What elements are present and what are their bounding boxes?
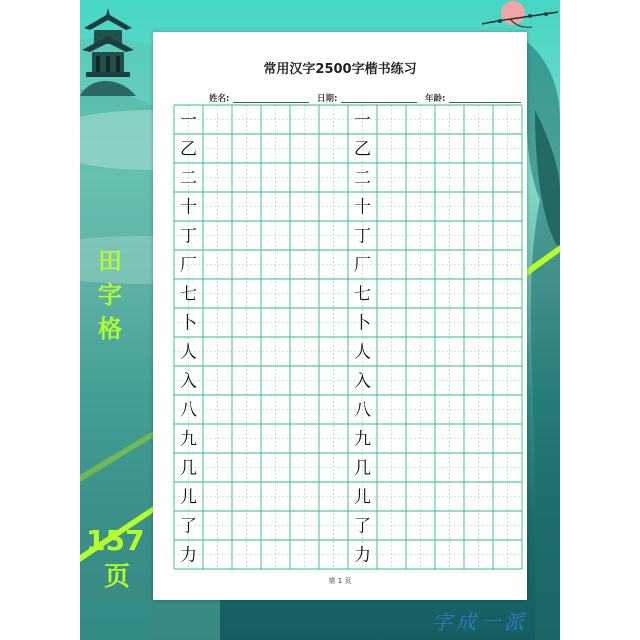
pagoda-icon bbox=[80, 6, 136, 96]
side-banner-char: 字 bbox=[98, 281, 122, 309]
age-label: 年龄: bbox=[425, 94, 446, 104]
model-character: 一 bbox=[180, 110, 197, 131]
model-character: 十 bbox=[180, 197, 197, 218]
model-character: 厂 bbox=[180, 255, 197, 276]
model-character: 卜 bbox=[180, 313, 197, 334]
model-character: 二 bbox=[354, 168, 371, 189]
model-character: 入 bbox=[354, 371, 371, 392]
page-count-number: 157 bbox=[86, 524, 145, 557]
model-character: 乙 bbox=[354, 139, 371, 160]
side-banner-char: 格 bbox=[98, 315, 122, 343]
date-label: 日期: bbox=[317, 94, 338, 104]
model-character: 一 bbox=[354, 110, 371, 131]
side-banner-char: 田 bbox=[98, 247, 122, 275]
model-character: 几 bbox=[354, 458, 371, 479]
worksheet-title: 常用汉字2500字楷书练习 bbox=[263, 62, 417, 77]
model-character: 力 bbox=[354, 545, 371, 566]
name-label: 姓名: bbox=[209, 94, 230, 104]
page-number: 第 1 页 bbox=[328, 577, 352, 585]
worksheet-page bbox=[153, 32, 527, 600]
model-character: 八 bbox=[354, 400, 371, 421]
model-character: 儿 bbox=[354, 487, 371, 508]
model-character: 了 bbox=[354, 516, 371, 537]
calligraphy-signature: 字成一派 bbox=[432, 610, 528, 634]
model-character: 九 bbox=[180, 429, 197, 450]
side-banner-title bbox=[90, 244, 130, 346]
model-character: 厂 bbox=[354, 255, 371, 276]
model-character: 儿 bbox=[180, 487, 197, 508]
page-count-unit: 页 bbox=[104, 562, 131, 592]
tianzige-grid bbox=[153, 32, 527, 600]
model-character: 几 bbox=[180, 458, 197, 479]
model-character: 乙 bbox=[180, 139, 197, 160]
model-character: 卜 bbox=[354, 313, 371, 334]
model-character: 十 bbox=[354, 197, 371, 218]
model-character: 人 bbox=[180, 342, 197, 363]
model-character: 丁 bbox=[354, 226, 371, 247]
model-character: 入 bbox=[180, 371, 197, 392]
model-character: 九 bbox=[354, 429, 371, 450]
model-character: 七 bbox=[354, 284, 371, 305]
model-character: 七 bbox=[180, 284, 197, 305]
model-character: 二 bbox=[180, 168, 197, 189]
model-character: 八 bbox=[180, 400, 197, 421]
model-character: 力 bbox=[180, 545, 197, 566]
model-character: 了 bbox=[180, 516, 197, 537]
model-character: 人 bbox=[354, 342, 371, 363]
model-character: 丁 bbox=[180, 226, 197, 247]
